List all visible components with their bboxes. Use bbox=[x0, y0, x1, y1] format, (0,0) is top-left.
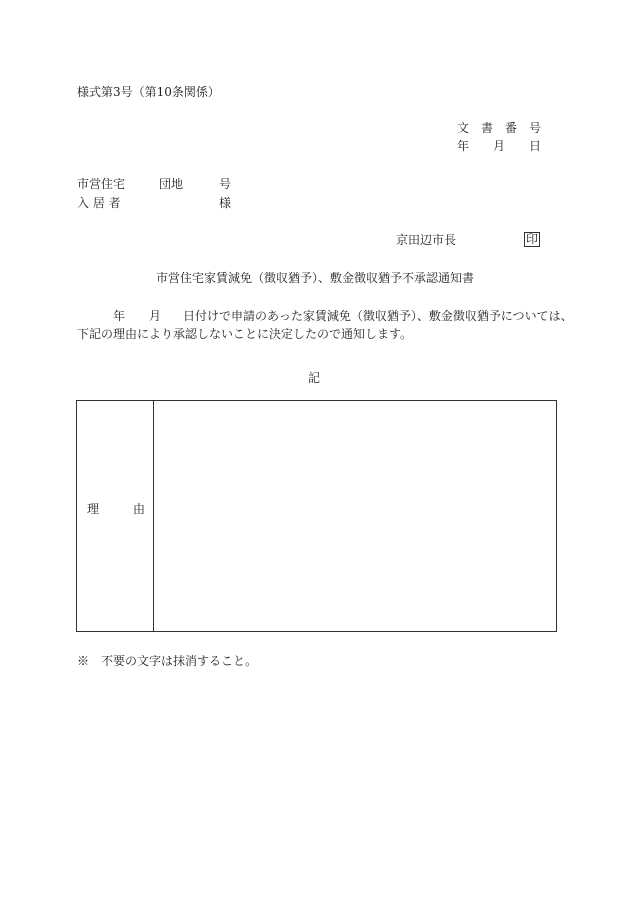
reason-table bbox=[76, 400, 557, 632]
body-month: 月 bbox=[149, 309, 162, 323]
note: ※ 不要の文字は抹消すること。 bbox=[77, 654, 258, 668]
doc-number-char: 号 bbox=[529, 121, 542, 135]
ki-heading: 記 bbox=[307, 371, 320, 385]
housing-label: 市営住宅 bbox=[77, 177, 126, 191]
honorific: 様 bbox=[219, 196, 232, 210]
doc-number-char: 文 bbox=[457, 121, 470, 135]
body-line2: 下記の理由により承認しないことに決定したので通知します。 bbox=[77, 327, 413, 341]
resident-label: 入 居 者 bbox=[77, 196, 121, 210]
unit-number-label: 号 bbox=[219, 177, 232, 191]
complex-label: 団地 bbox=[159, 177, 184, 191]
doc-number-char: 書 bbox=[481, 121, 494, 135]
seal-mark: 印 bbox=[526, 232, 539, 246]
table-divider bbox=[153, 401, 154, 631]
date-year: 年 bbox=[457, 139, 470, 153]
reason-field[interactable] bbox=[157, 405, 552, 627]
date-month: 月 bbox=[493, 139, 506, 153]
reason-label-char: 理 bbox=[87, 502, 100, 516]
issuer: 京田辺市長 bbox=[396, 233, 457, 247]
date-day: 日 bbox=[529, 139, 542, 153]
reason-label-char: 由 bbox=[133, 502, 146, 516]
body-year: 年 bbox=[113, 309, 126, 323]
document-title: 市営住宅家賃減免（徴収猶予）、敷金徴収猶予不承認通知書 bbox=[155, 271, 474, 285]
doc-number-char: 番 bbox=[505, 121, 518, 135]
form-number: 様式第3号（第10条関係） bbox=[77, 85, 220, 99]
body-text: 日付けで申請のあった家賃減免（徴収猶予）、敷金徴収猶予については、 bbox=[183, 309, 573, 323]
